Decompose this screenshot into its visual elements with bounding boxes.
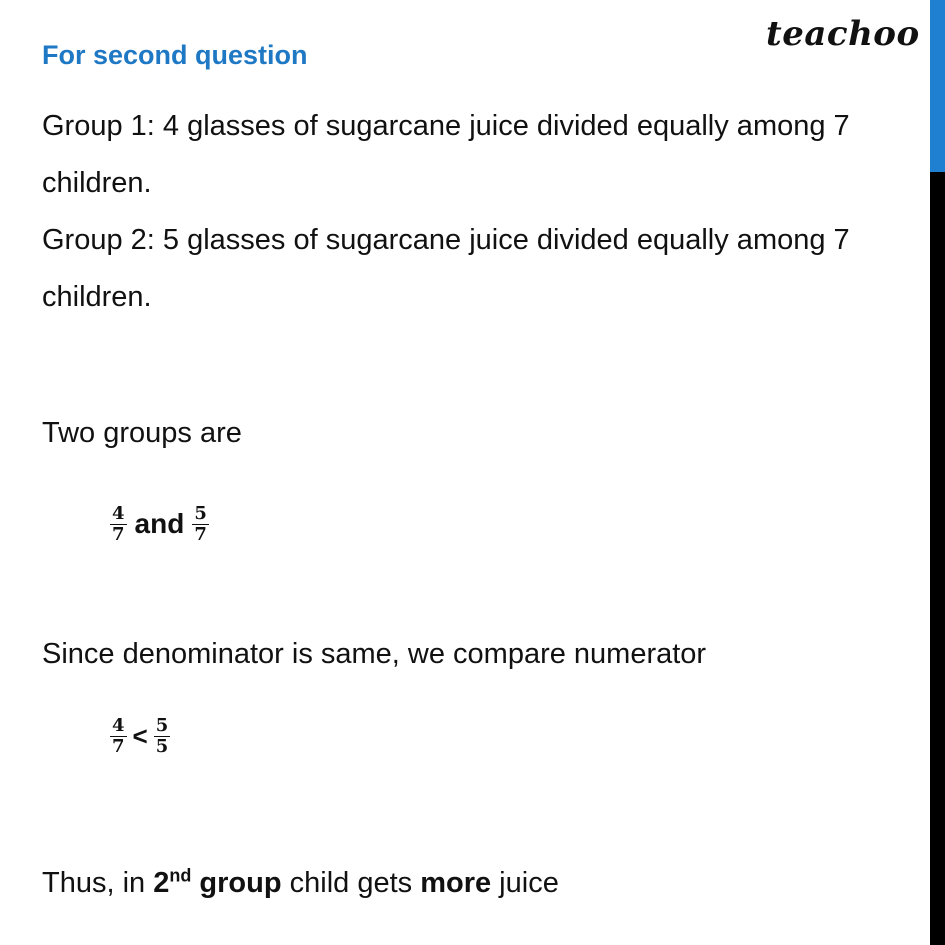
conclusion-suffix: juice	[491, 867, 559, 899]
teachoo-logo: teachoo	[766, 14, 920, 54]
group1-line2: children.	[42, 167, 152, 199]
compare-fraction-a-denominator: 7	[112, 735, 125, 757]
section-heading: For second question	[42, 40, 308, 70]
conclusion-more-word: more	[420, 867, 492, 899]
fraction-a	[110, 504, 127, 545]
conclusion-middle: child gets	[281, 867, 421, 899]
group1-line1: Group 1: 4 glasses of sugarcane juice divided equally among 7	[42, 110, 850, 142]
fraction-b	[192, 504, 209, 545]
conclusion-ordinal: 2	[153, 867, 170, 899]
since-text: Since denominator is same, we compare numerator	[42, 638, 707, 670]
group2-line2: children.	[42, 281, 152, 313]
conclusion-ordinal-suffix: nd	[169, 865, 192, 886]
fraction-a-denominator: 7	[112, 523, 125, 545]
sidebar-scroll-track[interactable]	[930, 0, 945, 945]
group2-line1: Group 2: 5 glasses of sugarcane juice divided equally among 7	[42, 224, 850, 256]
conclusion-prefix: Thus, in	[42, 867, 154, 899]
compare-fraction-b	[154, 716, 171, 757]
conclusion-text	[42, 865, 559, 901]
compare-fraction-a	[110, 716, 127, 757]
fraction-a-numerator: 4	[112, 502, 125, 524]
compare-fraction-b-numerator: 5	[155, 714, 169, 736]
two-groups-text: Two groups are	[42, 417, 242, 449]
fraction-b-numerator: 5	[194, 502, 207, 524]
sidebar-scroll-thumb[interactable]	[930, 0, 945, 172]
compare-fraction-b-denominator: 5	[155, 735, 169, 757]
fractions-compare-row	[110, 706, 170, 766]
fractions-and-row	[110, 494, 209, 554]
conclusion-group-word: group	[191, 867, 282, 899]
compare-fraction-a-numerator: 4	[112, 714, 125, 736]
fraction-b-denominator: 7	[194, 523, 207, 545]
less-than-operator: <	[132, 720, 148, 751]
and-connector: and	[134, 508, 185, 539]
